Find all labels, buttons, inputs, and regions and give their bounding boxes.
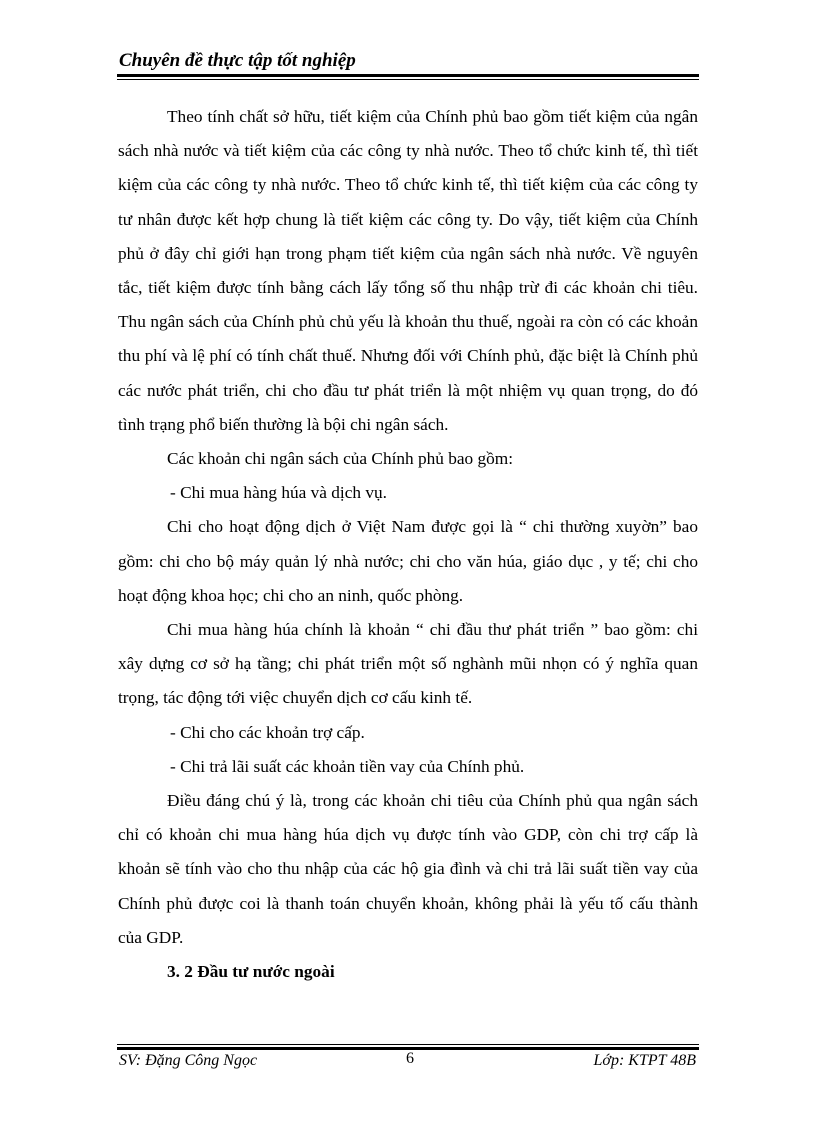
bullet-goods-services: - Chi mua hàng húa và dịch vụ. — [170, 483, 387, 503]
paragraph-gdp-note: Điều đáng chú ý là, trong các khoản chi tiêu của Chính phủ qua ngân sách chỉ có khoản chi mua hàng húa dịch vụ được tính vào GDP, còn chi trợ cấp là khoản sẽ tính vào cho thu nhập của các hộ gia đình và chi trả lãi suất tiền vay của Chính phủ được coi là thanh toán chuyển khoản, không phải là yếu tố cấu thành của GDP. — [118, 791, 698, 947]
paragraph-budget-expenditure-intro: Các khoản chi ngân sách của Chính phủ bao gồm: — [167, 449, 514, 469]
footer-class-label: Lớp: KTPT 48B — [593, 1052, 696, 1069]
header-divider-thin — [117, 79, 699, 80]
bullet-interest-payments: - Chi trả lãi suất các khoản tiền vay của Chính phủ. — [170, 756, 525, 776]
page-header-title: Chuyên đề thực tập tốt nghiệp — [119, 50, 356, 71]
paragraph-development-investment: Chi mua hàng húa chính là khoản “ chi đầu thư phát triển ” bao gồm: chi xây dựng cơ sở hạ tầng; chi phát triển một số nghành mũi nhọn có ý nghĩa quan trọng, tác động tới việc chuyển dịch cơ cấu kinh tế. — [118, 620, 698, 708]
bullet-subsidies: - Chi cho các khoản trợ cấp. — [170, 722, 365, 742]
section-heading-foreign-investment: 3. 2 Đầu tư nước ngoài — [167, 962, 335, 982]
footer-page-number: 6 — [406, 1050, 414, 1067]
paragraph-savings-government: Theo tính chất sở hữu, tiết kiệm của Chính phủ bao gồm tiết kiệm của ngân sách nhà nước và tiết kiệm của các công ty nhà nước. Theo tổ chức kinh tế, thì tiết kiệm của các công ty nhà nước. Theo tổ chức kinh tế, thì tiết kiệm của các công ty tư nhân được kết hợp chung là tiết kiệm các công ty. Do vậy, tiết kiệm của Chính phủ ở đây chỉ giới hạn trong phạm tiết kiệm của ngân sách nhà nước. Về nguyên tắc, tiết kiệm được tính bằng cách lấy tổng số thu nhập trừ đi các khoản chi tiêu. Thu ngân sách của Chính phủ chủ yếu là khoản thu thuế, ngoài ra còn có các khoản thu phí và lệ phí có tính chất thuế. Nhưng đối với Chính phủ, đặc biệt là Chính phủ các nước phát triển, chi cho đầu tư phát triển là một nhiệm vụ quan trọng, do đó tình trạng phổ biến thường là bội chi ngân sách. — [118, 107, 698, 434]
footer-student-name: SV: Đặng Công Ngọc — [119, 1052, 258, 1069]
document-body — [118, 100, 698, 989]
header-divider-thick — [117, 74, 699, 77]
paragraph-recurrent-expenditure: Chi cho hoạt động dịch ở Việt Nam được gọi là “ chi thường xuyờn” bao gồm: chi cho bộ máy quản lý nhà nước; chi cho văn húa, giáo dục , y tế; chi cho hoạt động khoa học; chi cho an ninh, quốc phòng. — [118, 517, 698, 605]
footer-divider-thin — [117, 1044, 699, 1045]
